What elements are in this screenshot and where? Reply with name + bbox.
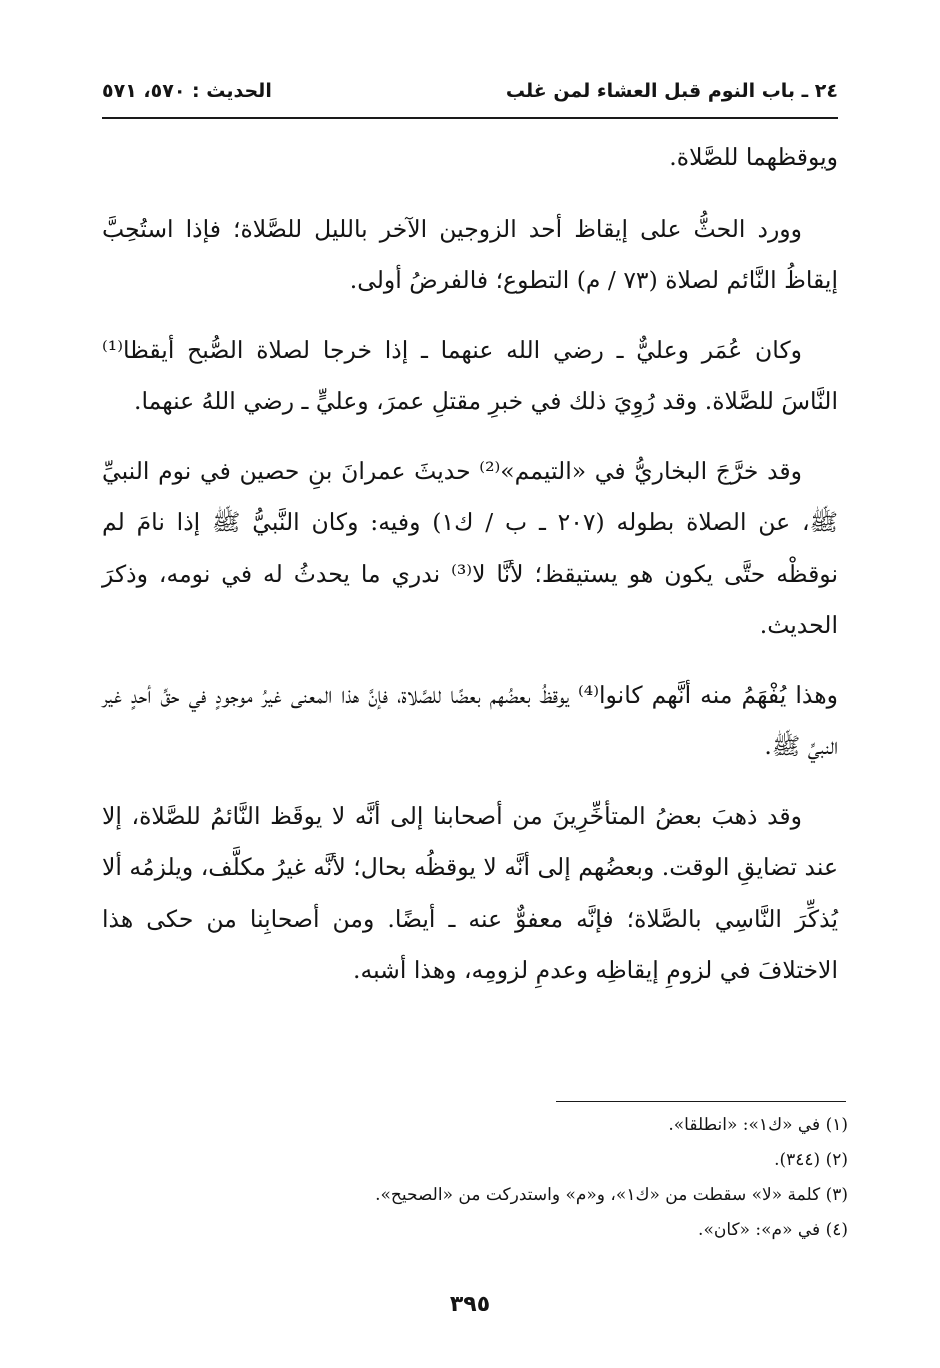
chapter-title: ٢٤ ـ باب النوم قبل العشاء لمن غلب [505, 80, 838, 102]
footnotes [102, 1108, 848, 1248]
hadith-numbers: الحديث : ٥٧٠، ٥٧١ [102, 80, 272, 102]
paragraph: وكان عُمَر وعليٌّ ـ رضي الله عنهما ـ إذا خرجا لصلاة الصُّبح أيقظا⁽¹⁾ النَّاسَ للصَّلاة. وقد رُوِيَ ذلك في خبرِ مقتلِ عمرَ، وعليٍّ ـ رضي اللهُ عنهما. [102, 335, 838, 415]
paragraph: وقد خرَّجَ البخاريُّ في «التيمم»⁽²⁾ حديثَ عمرانَ بنِ حصين في نوم النبيِّ ﷺ، عن الصلاة بطوله (٢٠٧ ـ ب / ك١) وفيه: وكان النَّبيُّ ﷺ إذا نامَ لم نوقظْه حتَّى يكون هو يستيقظ؛ لأنَّا لا⁽³⁾ ندري ما يحدثُ له في نومه، وذكرَ الحديث. [102, 456, 838, 639]
footnote-divider [556, 1101, 846, 1102]
footnote: (٢) (٣٤٤). [774, 1150, 848, 1170]
footnote: (١) في «ك١»: «انطلقا». [668, 1115, 848, 1135]
paragraph: وهذا يُفْهَمُ منه أنَّهم كانوا⁽⁴⁾ يوقظُ بعضُهم بعضًا للصَّلاة، فإنَّ هذا المعنى غيرُ موجودٍ في حقِّ أحدٍ غير النبيِّ ﷺ. [102, 680, 838, 760]
footnote: (٤) في «م»: «كان». [698, 1220, 848, 1240]
paragraph: وورد الحثُّ على إيقاظ أحد الزوجين الآخر بالليل للصَّلاة؛ فإذا استُحِبَّ إيقاظُ النَّائم لصلاة (٧٣ / م) التطوع؛ فالفرضُ أولى. [102, 214, 838, 294]
header-divider [102, 117, 838, 119]
page-number: ٣٩٥ [449, 1292, 491, 1317]
paragraph: وقد ذهبَ بعضُ المتأخِّرِينَ من أصحابنا إلى أنَّه لا يوقَظ النَّائمُ للصَّلاة، إلا عند تضايقِ الوقت. وبعضُهم إلى أنَّه لا يوقظُه بحال؛ لأنَّه غيرُ مكلَّف، ويلزمُه ألا يُذكِّرَ النَّاسِي بالصَّلاة؛ فإنَّه معفوٌّ عنه ـ أيضًا. ومن أصحابِنا من حكى هذا الاختلافَ في لزومِ إيقاظِه وعدمِ لزومِه، وهذا أشبه. [102, 801, 838, 984]
running-header [102, 80, 838, 114]
paragraph: ويوقظهما للصَّلاة. [669, 143, 838, 171]
main-text [102, 132, 838, 1015]
footnote: (٣) كلمة «لا» سقطت من «ك١»، و«م» واستدركت من «الصحيح». [375, 1185, 848, 1205]
